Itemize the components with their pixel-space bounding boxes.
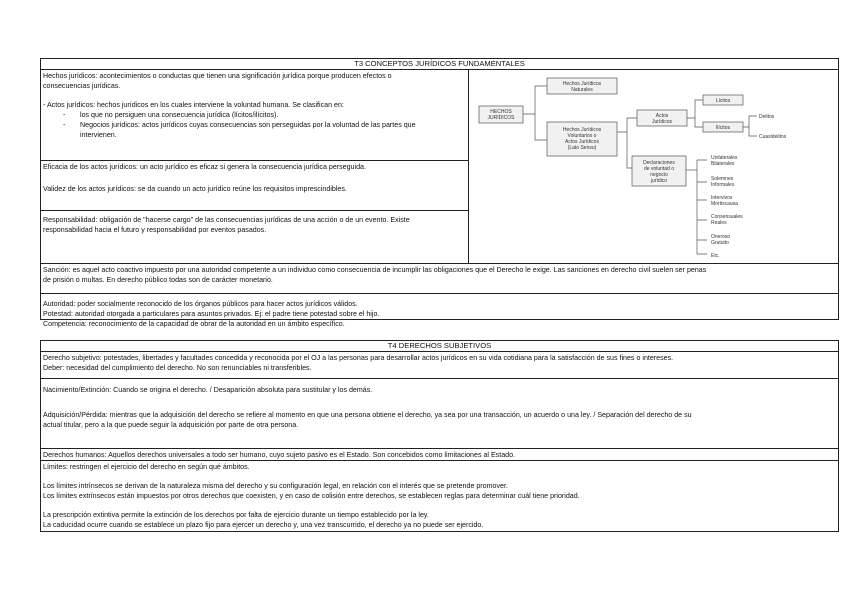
derecho-subjetivo-text: Derecho subjetivo: potestades, libertades y facultades concedida y reconocida por el OJ a las personas para desarrollar actos jurídicos en su vida cotidiana para la satisfacción de sus fines o intereses. <box>43 354 674 362</box>
t3-left-column <box>41 70 469 263</box>
sancion-line-2: de prisión o multas. En derecho público todas son de carácter monetario. <box>43 276 273 284</box>
adquisicion-line-1: Adquisición/Pérdida: mientras que la adquisición del derecho se refiere al momento en que una persona obtiene el derecho, ya sea por una transacción, un acuerdo o una ley. / Separación del derecho de su <box>43 411 692 419</box>
limites-intrinsecos-text: Los límites intrínsecos se derivan de la naturaleza misma del derecho y su configuración legal, en relación con el interés que se pretende promover. <box>43 482 508 490</box>
limites-extrinsecos-text: Los límites extrínsecos están impuestos por otros derechos que coexisten, y en caso de colisión entre derechos, se establecen reglas para determinar cuál tiene prioridad. <box>43 492 580 500</box>
diagram-unilaterales-label-2: Bilaterales <box>711 161 735 167</box>
deber-text: Deber: necesidad del cumplimiento del derecho. No son renunciables ni transferibles. <box>43 364 312 372</box>
diagram-consensuales-label-1: Consensuales <box>711 214 743 220</box>
diagram-solemnes-label-1: Solemnes <box>711 176 734 182</box>
hechos-line-1: Hechos jurídicos: acontecimientos o conductas que tienen una significación jurídica porque producen efectos o <box>43 72 392 80</box>
diagram-intervivos-label-1: Intervivos <box>711 195 733 201</box>
diagram-line-decl-branches <box>697 160 707 254</box>
derechos-humanos-row <box>41 448 838 460</box>
diagram-declaraciones-label-3: negocio <box>650 172 668 178</box>
derechos-humanos-text: Derechos humanos: Aquellos derechos universales a todo ser humano, cuyo sujeto pasivo es el Estado. Son concebidos como limitaciones al Estado. <box>43 451 516 459</box>
caducidad-text: La caducidad ocurre cuando se establece un plazo fijo para ejercer un derecho y, una vez transcurrido, el derecho ya no puede ser ejercido. <box>43 521 484 529</box>
t4-title: T4 DERECHOS SUBJETIVOS <box>41 341 838 352</box>
diagram-oneroso-label-1: Oneroso <box>711 234 731 240</box>
actos-juridicos-line: - Actos jurídicos: hechos jurídicos en los cuales interviene la voluntad humana. Se clasifican en: <box>43 101 344 109</box>
diagram-solemnes-label-2: Informales <box>711 182 735 188</box>
diagram-declaraciones-label-2: de voluntad o <box>643 166 675 172</box>
adquisicion-line-2: actual titular, pero a la que puede seguir la adquisición por parte de otra persona. <box>43 421 299 429</box>
eficacia-text: Eficacia de los actos jurídicos: un acto jurídico es eficaz si genera la consecuencia jurídica perseguida. <box>43 163 366 171</box>
nacimiento-text: Nacimiento/Extinción: Cuando se origina el derecho. / Desaparición absoluta para sustitular y los demás. <box>43 386 373 394</box>
responsabilidad-line-2: responsabilidad hacia el futuro y responsabilidad por eventos pasados. <box>43 226 267 234</box>
diagram-etc-label: Etc. <box>711 253 720 259</box>
hechos-juridicos-cell <box>41 70 468 160</box>
diagram-root-label-2: JURÍDICOS <box>487 115 515 121</box>
limites-row <box>41 460 838 533</box>
limites-text: Límites: restringen el ejercicio del derecho en según qué ámbitos. <box>43 463 250 471</box>
autoridad-row <box>41 293 838 330</box>
diagram-unilaterales-label-1: Unilaterales <box>711 155 738 161</box>
diagram-licitos-label: Lícitos <box>715 98 731 104</box>
responsabilidad-line-1: Responsabilidad: obligación de "hacerse cargo" de las consecuencias jurídicas de una acción o de un evento. Existe <box>43 216 410 224</box>
diagram-line-licitos <box>687 100 703 118</box>
diagram-delitos-label: Delitos <box>759 114 775 120</box>
diagram-line-cuasidelitos <box>749 127 757 136</box>
diagram-naturales-label-1: Hechos Jurídicos <box>562 81 602 87</box>
bullet-negocios-cont: intervienen. <box>80 131 117 139</box>
diagram-declaraciones-label-1: Declaraciones <box>643 160 675 166</box>
t4-table <box>40 340 839 532</box>
diagram-voluntarios-label-4: (Lato Sensu) <box>567 145 597 151</box>
t3-top-section <box>41 70 838 263</box>
diagram-naturales-label-2: Naturales <box>571 87 593 93</box>
derecho-subjetivo-row <box>41 352 838 378</box>
diagram-root-label-1: HECHOS <box>490 109 512 115</box>
diagram-line-declaraciones <box>627 132 632 168</box>
diagram-line-ilicitos <box>695 118 703 127</box>
diagram-voluntarios-label-3: Actos Jurídicos <box>565 139 599 145</box>
diagram-ilicitos-label: Ilícitos <box>715 125 731 131</box>
diagram-intervivos-label-2: Mortiscausa <box>711 201 738 207</box>
bullet-negocios: - Negocios jurídicos: actos jurídicos cuyas consecuencias son perseguidas por la voluntad de las partes que <box>43 120 466 130</box>
competencia-text: Competencia: reconocimiento de la capacidad de obrar de la autoridad en un ámbito específico. <box>43 320 345 328</box>
responsabilidad-cell <box>41 210 468 263</box>
sancion-row <box>41 263 838 293</box>
nacimiento-adquisicion-row <box>41 378 838 448</box>
t3-title: T3 CONCEPTOS JURÍDICOS FUNDAMENTALES <box>41 59 838 70</box>
diagram-cuasidelitos-label: Cuasidelitos <box>759 134 787 140</box>
hechos-line-2: consecuencias jurídicas. <box>43 82 121 90</box>
diagram-svg <box>469 70 838 263</box>
potestad-text: Potestad: autoridad otorgada a particulares para asuntos privados. Ej: el padre tiene potestad sobre el hijo. <box>43 310 380 318</box>
diagram-consensuales-label-2: Reales <box>711 220 727 226</box>
t3-table <box>40 58 839 328</box>
diagram-actos-label-1: Actos <box>655 113 669 119</box>
diagram-oneroso-label-2: Gratuito <box>711 240 729 246</box>
autoridad-text: Autoridad: poder socialmente reconocido de los órganos públicos para hacer actos jurídicos válidos. <box>43 300 358 308</box>
diagram-line-delitos <box>743 116 757 127</box>
prescripcion-text: La prescripción extintiva permite la extinción de los derechos por falta de ejercicio durante un tiempo establecido por la ley. <box>43 511 429 519</box>
bullet-licitos: - los que no persiguen una consecuencia jurídica (lícitos/ilícitos). <box>43 110 466 120</box>
sancion-line-1: Sanción: es aquel acto coactivo impuesto por una autoridad competente a un individuo como consecuencia de incumplir las obligaciones que el Derecho le exige. Las sanciones en derecho civil suelen ser penas <box>43 266 707 274</box>
diagram-line-naturales <box>523 86 547 114</box>
diagram-line-voluntarios <box>535 114 547 140</box>
diagram-actos-label-2: Jurídicos <box>651 119 673 125</box>
diagram-line-actos <box>617 118 637 132</box>
eficacia-validez-cell <box>41 160 468 210</box>
diagram-declaraciones-label-4: jurídico <box>650 178 668 184</box>
diagram-voluntarios-label-2: Voluntarios o <box>567 133 597 139</box>
validez-text: Validez de los actos jurídicos: se da cuando un acto jurídico reúne los requisitos imprescindibles. <box>43 185 347 193</box>
diagram-voluntarios-label-1: Hechos Jurídicos <box>562 127 602 133</box>
hechos-juridicos-diagram <box>469 70 838 263</box>
